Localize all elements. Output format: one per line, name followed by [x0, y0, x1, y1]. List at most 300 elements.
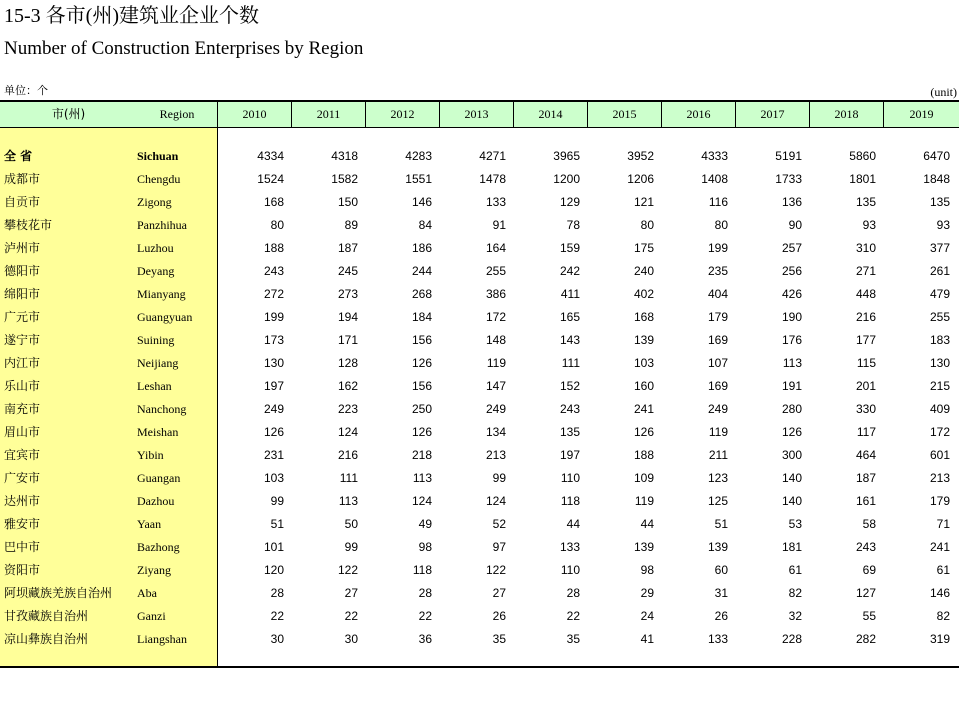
table-row: [0, 306, 959, 329]
value-cell: 69: [862, 563, 876, 577]
value-cell: 261: [929, 264, 950, 278]
header-year-4: 2014: [514, 102, 588, 127]
value-cell: 377: [929, 241, 950, 255]
value-cell: 133: [707, 632, 728, 646]
value-cell: 135: [929, 195, 950, 209]
value-cell: 213: [485, 448, 506, 462]
value-cell: 191: [781, 379, 802, 393]
value-cell: 110: [560, 563, 580, 577]
value-cell: 386: [485, 287, 506, 301]
value-cell: 107: [707, 356, 728, 370]
value-cell: 29: [640, 586, 654, 600]
value-cell: 97: [492, 540, 506, 554]
value-cell: 201: [855, 379, 876, 393]
value-cell: 91: [492, 218, 506, 232]
table-body: [0, 145, 959, 651]
region-name-cn: 内江市: [4, 356, 41, 370]
page-title-english: Number of Construction Enterprises by Region: [4, 38, 364, 59]
region-name-en: Deyang: [137, 264, 175, 278]
table-row: [0, 191, 959, 214]
region-name-en: Luzhou: [137, 241, 174, 255]
header-year-6: 2016: [662, 102, 736, 127]
value-cell: 3965: [553, 149, 580, 163]
value-cell: 41: [640, 632, 654, 646]
value-cell: 116: [708, 195, 728, 209]
region-name-en: Dazhou: [137, 494, 175, 508]
value-cell: 426: [781, 287, 802, 301]
value-cell: 4271: [479, 149, 506, 163]
value-cell: 245: [337, 264, 358, 278]
table-row: [0, 467, 959, 490]
value-cell: 175: [633, 241, 654, 255]
value-cell: 146: [929, 586, 950, 600]
table-row: [0, 375, 959, 398]
value-cell: 133: [559, 540, 580, 554]
value-cell: 448: [855, 287, 876, 301]
region-name-en: Guangan: [137, 471, 181, 485]
value-cell: 249: [707, 402, 728, 416]
value-cell: 250: [411, 402, 432, 416]
value-cell: 249: [263, 402, 284, 416]
value-cell: 243: [263, 264, 284, 278]
header-year-7: 2017: [736, 102, 810, 127]
value-cell: 172: [485, 310, 506, 324]
value-cell: 241: [929, 540, 950, 554]
value-cell: 61: [936, 563, 950, 577]
value-cell: 124: [485, 494, 506, 508]
value-cell: 119: [634, 494, 654, 508]
value-cell: 126: [633, 425, 654, 439]
value-cell: 179: [707, 310, 728, 324]
data-table: [0, 100, 959, 668]
header-region-en: Region: [137, 102, 218, 127]
region-name-en: Leshan: [137, 379, 172, 393]
value-cell: 98: [418, 540, 432, 554]
value-cell: 22: [566, 609, 580, 623]
value-cell: 121: [633, 195, 654, 209]
value-cell: 409: [929, 402, 950, 416]
region-name-cn: 资阳市: [4, 563, 41, 577]
value-cell: 177: [855, 333, 876, 347]
table-row: [0, 513, 959, 536]
value-cell: 119: [708, 425, 728, 439]
value-cell: 51: [270, 517, 284, 531]
value-cell: 223: [337, 402, 358, 416]
value-cell: 126: [411, 356, 432, 370]
value-cell: 22: [418, 609, 432, 623]
value-cell: 26: [714, 609, 728, 623]
value-cell: 1551: [405, 172, 432, 186]
header-year-8: 2018: [810, 102, 884, 127]
value-cell: 1408: [701, 172, 728, 186]
value-cell: 53: [788, 517, 802, 531]
value-cell: 30: [344, 632, 358, 646]
table-row: [0, 237, 959, 260]
value-cell: 80: [640, 218, 654, 232]
value-cell: 176: [781, 333, 802, 347]
value-cell: 118: [412, 563, 432, 577]
value-cell: 109: [633, 471, 654, 485]
value-cell: 27: [492, 586, 506, 600]
value-cell: 152: [559, 379, 580, 393]
value-cell: 255: [929, 310, 950, 324]
value-cell: 1524: [257, 172, 284, 186]
region-name-cn: 雅安市: [4, 517, 41, 531]
value-cell: 280: [781, 402, 802, 416]
value-cell: 4283: [405, 149, 432, 163]
region-name-en: Yaan: [137, 517, 162, 531]
value-cell: 51: [714, 517, 728, 531]
region-name-cn: 攀枝花市: [4, 218, 53, 232]
value-cell: 103: [633, 356, 654, 370]
value-cell: 61: [788, 563, 802, 577]
value-cell: 1848: [923, 172, 950, 186]
value-cell: 282: [855, 632, 876, 646]
region-name-en: Liangshan: [137, 632, 187, 646]
value-cell: 119: [486, 356, 506, 370]
value-cell: 113: [338, 494, 358, 508]
value-cell: 60: [714, 563, 728, 577]
value-cell: 218: [411, 448, 432, 462]
region-name-cn: 甘孜藏族自治州: [4, 609, 89, 623]
value-cell: 135: [855, 195, 876, 209]
value-cell: 128: [337, 356, 358, 370]
value-cell: 146: [411, 195, 432, 209]
value-cell: 181: [781, 540, 802, 554]
value-cell: 173: [263, 333, 284, 347]
table-row: [0, 628, 959, 651]
value-cell: 93: [936, 218, 950, 232]
value-cell: 117: [856, 425, 876, 439]
value-cell: 160: [633, 379, 654, 393]
value-cell: 99: [270, 494, 284, 508]
region-name-cn: 全 省: [4, 149, 33, 163]
value-cell: 197: [263, 379, 284, 393]
value-cell: 89: [344, 218, 358, 232]
value-cell: 30: [270, 632, 284, 646]
value-cell: 171: [337, 333, 358, 347]
region-name-en: Neijiang: [137, 356, 179, 370]
table-row: [0, 490, 959, 513]
value-cell: 255: [485, 264, 506, 278]
unit-label-english: (unit): [930, 85, 957, 99]
value-cell: 169: [707, 379, 728, 393]
region-name-cn: 遂宁市: [4, 333, 41, 347]
region-name-cn: 达州市: [4, 494, 41, 508]
value-cell: 183: [929, 333, 950, 347]
table-row: [0, 398, 959, 421]
region-name-cn: 广安市: [4, 471, 41, 485]
value-cell: 130: [929, 356, 950, 370]
value-cell: 215: [929, 379, 950, 393]
value-cell: 256: [781, 264, 802, 278]
value-cell: 5860: [849, 149, 876, 163]
value-cell: 243: [855, 540, 876, 554]
value-cell: 32: [788, 609, 802, 623]
value-cell: 124: [337, 425, 358, 439]
header-year-9: 2019: [909, 107, 934, 121]
region-name-en: Yibin: [137, 448, 164, 462]
value-cell: 4334: [257, 149, 284, 163]
value-cell: 148: [485, 333, 506, 347]
header-year-5: 2015: [588, 102, 662, 127]
value-cell: 113: [782, 356, 802, 370]
value-cell: 211: [708, 448, 728, 462]
value-cell: 82: [936, 609, 950, 623]
region-name-en: Ganzi: [137, 609, 166, 623]
value-cell: 49: [418, 517, 432, 531]
table-row: [0, 605, 959, 628]
region-name-en: Ziyang: [137, 563, 171, 577]
value-cell: 140: [781, 471, 802, 485]
value-cell: 82: [788, 586, 802, 600]
header-year-0: 2010: [218, 102, 292, 127]
value-cell: 216: [855, 310, 876, 324]
value-cell: 213: [929, 471, 950, 485]
value-cell: 479: [929, 287, 950, 301]
value-cell: 93: [862, 218, 876, 232]
table-row: [0, 421, 959, 444]
table-row: [0, 352, 959, 375]
value-cell: 44: [566, 517, 580, 531]
value-cell: 113: [412, 471, 432, 485]
value-cell: 58: [862, 517, 876, 531]
value-cell: 150: [337, 195, 358, 209]
table-row: [0, 283, 959, 306]
value-cell: 111: [339, 471, 358, 485]
value-cell: 35: [492, 632, 506, 646]
value-cell: 26: [492, 609, 506, 623]
value-cell: 186: [411, 241, 432, 255]
value-cell: 241: [633, 402, 654, 416]
value-cell: 36: [418, 632, 432, 646]
value-cell: 136: [781, 195, 802, 209]
value-cell: 129: [559, 195, 580, 209]
region-name-en: Bazhong: [137, 540, 180, 554]
region-name-cn: 成都市: [4, 172, 41, 186]
value-cell: 120: [263, 563, 284, 577]
value-cell: 168: [263, 195, 284, 209]
value-cell: 35: [566, 632, 580, 646]
value-cell: 115: [856, 356, 876, 370]
value-cell: 272: [263, 287, 284, 301]
value-cell: 159: [559, 241, 580, 255]
value-cell: 164: [485, 241, 506, 255]
value-cell: 156: [411, 379, 432, 393]
value-cell: 162: [337, 379, 358, 393]
value-cell: 5191: [775, 149, 802, 163]
value-cell: 31: [714, 586, 728, 600]
region-name-cn: 南充市: [4, 402, 41, 416]
header-city-cn: 市(州): [51, 107, 86, 121]
value-cell: 143: [559, 333, 580, 347]
value-cell: 1200: [553, 172, 580, 186]
value-cell: 90: [788, 218, 802, 232]
value-cell: 110: [560, 471, 580, 485]
value-cell: 187: [337, 241, 358, 255]
value-cell: 300: [781, 448, 802, 462]
value-cell: 28: [566, 586, 580, 600]
region-name-en: Aba: [137, 586, 157, 600]
region-name-cn: 绵阳市: [4, 287, 41, 301]
unit-label-chinese: 单位：个: [4, 84, 48, 97]
value-cell: 168: [633, 310, 654, 324]
value-cell: 27: [344, 586, 358, 600]
table-row: [0, 168, 959, 191]
region-name-cn: 广元市: [4, 310, 41, 324]
value-cell: 99: [344, 540, 358, 554]
value-cell: 240: [633, 264, 654, 278]
value-cell: 330: [855, 402, 876, 416]
value-cell: 140: [781, 494, 802, 508]
region-name-en: Chengdu: [137, 172, 181, 186]
value-cell: 188: [633, 448, 654, 462]
value-cell: 28: [270, 586, 284, 600]
value-cell: 126: [781, 425, 802, 439]
table-bottom-rule: [0, 666, 959, 668]
value-cell: 1206: [627, 172, 654, 186]
table-row: [0, 214, 959, 237]
value-cell: 216: [337, 448, 358, 462]
region-name-cn: 乐山市: [4, 379, 41, 393]
value-cell: 126: [411, 425, 432, 439]
value-cell: 80: [270, 218, 284, 232]
header-year-2: 2012: [366, 102, 440, 127]
value-cell: 84: [418, 218, 432, 232]
value-cell: 249: [485, 402, 506, 416]
value-cell: 127: [855, 586, 876, 600]
value-cell: 231: [263, 448, 284, 462]
value-cell: 78: [566, 218, 580, 232]
region-name-cn: 德阳市: [4, 264, 41, 278]
header-year-3: 2013: [440, 102, 514, 127]
value-cell: 199: [263, 310, 284, 324]
value-cell: 319: [929, 632, 950, 646]
value-cell: 122: [337, 563, 358, 577]
region-name-en: Guangyuan: [137, 310, 193, 324]
table-row: [0, 536, 959, 559]
value-cell: 156: [411, 333, 432, 347]
value-cell: 103: [263, 471, 284, 485]
value-cell: 1478: [479, 172, 506, 186]
region-name-en: Sichuan: [137, 149, 179, 163]
region-name-cn: 泸州市: [4, 241, 41, 255]
value-cell: 242: [559, 264, 580, 278]
value-cell: 165: [559, 310, 580, 324]
value-cell: 187: [855, 471, 876, 485]
value-cell: 1733: [775, 172, 802, 186]
value-cell: 601: [929, 448, 950, 462]
table-row: [0, 582, 959, 605]
value-cell: 126: [263, 425, 284, 439]
region-name-cn: 巴中市: [4, 540, 41, 554]
table-row: [0, 444, 959, 467]
value-cell: 71: [936, 517, 950, 531]
value-cell: 161: [855, 494, 876, 508]
value-cell: 22: [344, 609, 358, 623]
value-cell: 6470: [923, 149, 950, 163]
value-cell: 273: [337, 287, 358, 301]
region-name-cn: 宜宾市: [4, 448, 41, 462]
value-cell: 3952: [627, 149, 654, 163]
region-name-en: Meishan: [137, 425, 179, 439]
value-cell: 199: [707, 241, 728, 255]
value-cell: 188: [263, 241, 284, 255]
value-cell: 402: [633, 287, 654, 301]
page-title-chinese: 15-3 各市(州)建筑业企业个数: [4, 5, 259, 27]
value-cell: 228: [781, 632, 802, 646]
region-name-cn: 自贡市: [4, 195, 41, 209]
value-cell: 169: [707, 333, 728, 347]
value-cell: 44: [640, 517, 654, 531]
region-name-cn: 凉山彝族自治州: [4, 632, 89, 646]
table-row: [0, 260, 959, 283]
value-cell: 101: [263, 540, 284, 554]
region-name-en: Zigong: [137, 195, 172, 209]
value-cell: 268: [411, 287, 432, 301]
value-cell: 235: [707, 264, 728, 278]
value-cell: 80: [714, 218, 728, 232]
value-cell: 1801: [849, 172, 876, 186]
value-cell: 139: [633, 333, 654, 347]
value-cell: 52: [492, 517, 506, 531]
region-name-en: Nanchong: [137, 402, 187, 416]
header-year-1: 2011: [292, 102, 366, 127]
value-cell: 130: [263, 356, 284, 370]
value-cell: 179: [929, 494, 950, 508]
value-cell: 4318: [331, 149, 358, 163]
region-name-cn: 眉山市: [4, 425, 41, 439]
value-cell: 111: [561, 356, 580, 370]
value-cell: 147: [485, 379, 506, 393]
region-name-en: Panzhihua: [137, 218, 187, 232]
table-row-total: [0, 145, 959, 168]
value-cell: 118: [560, 494, 580, 508]
value-cell: 243: [559, 402, 580, 416]
value-cell: 257: [781, 241, 802, 255]
value-cell: 135: [559, 425, 580, 439]
value-cell: 404: [707, 287, 728, 301]
value-cell: 123: [707, 471, 728, 485]
value-cell: 190: [781, 310, 802, 324]
table-row: [0, 329, 959, 352]
value-cell: 4333: [701, 149, 728, 163]
value-cell: 464: [855, 448, 876, 462]
value-cell: 194: [337, 310, 358, 324]
value-cell: 134: [485, 425, 506, 439]
value-cell: 124: [411, 494, 432, 508]
value-cell: 98: [640, 563, 654, 577]
value-cell: 125: [707, 494, 728, 508]
value-cell: 55: [862, 609, 876, 623]
value-cell: 122: [485, 563, 506, 577]
value-cell: 1582: [331, 172, 358, 186]
value-cell: 24: [640, 609, 654, 623]
value-cell: 139: [707, 540, 728, 554]
region-name-cn: 阿坝藏族羌族自治州: [4, 586, 113, 600]
value-cell: 133: [485, 195, 506, 209]
value-cell: 184: [411, 310, 432, 324]
value-cell: 310: [855, 241, 876, 255]
value-cell: 99: [492, 471, 506, 485]
table-row: [0, 559, 959, 582]
value-cell: 197: [559, 448, 580, 462]
region-name-en: Mianyang: [137, 287, 186, 301]
region-name-en: Suining: [137, 333, 175, 347]
table-header-row: [0, 102, 959, 128]
value-cell: 271: [855, 264, 876, 278]
value-cell: 28: [418, 586, 432, 600]
